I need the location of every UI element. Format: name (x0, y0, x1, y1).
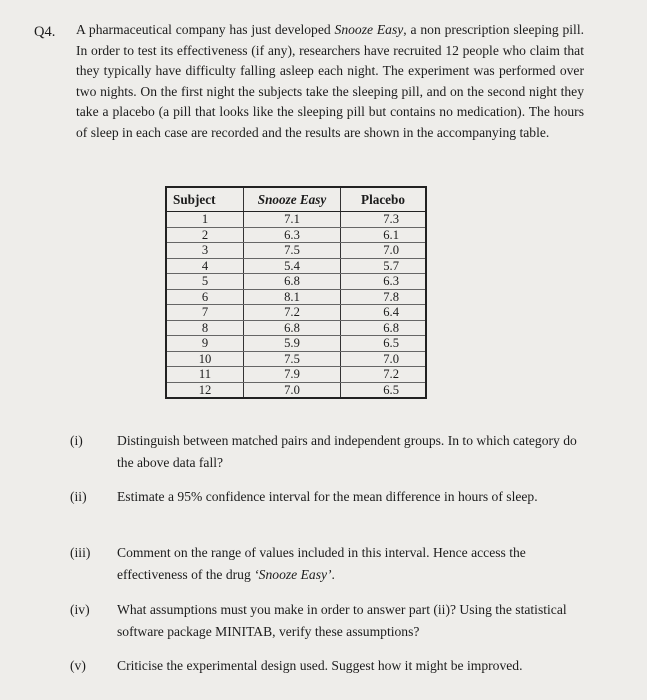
question-intro (76, 20, 584, 143)
part-number: (iii) (70, 545, 91, 560)
cell-subject: 4 (166, 258, 244, 274)
cell-placebo: 7.0 (341, 351, 427, 367)
table-row (166, 367, 426, 383)
cell-subject: 7 (166, 305, 244, 321)
cell-snooze-easy: 7.5 (244, 351, 341, 367)
part-text: Distinguish between matched pairs and independent groups. In to which category do the above data fall? (117, 433, 577, 470)
part-number: (ii) (70, 489, 87, 504)
table-header-row (166, 187, 426, 212)
drug-name-quoted: ‘Snooze Easy’ (254, 567, 332, 582)
cell-snooze-easy: 5.4 (244, 258, 341, 274)
part-number: (i) (70, 433, 83, 448)
sleep-data-table-wrapper (165, 186, 427, 399)
part-text (117, 542, 595, 586)
cell-subject: 11 (166, 367, 244, 383)
cell-placebo: 6.5 (341, 336, 427, 352)
cell-subject: 12 (166, 382, 244, 398)
cell-snooze-easy: 7.2 (244, 305, 341, 321)
table-row (166, 243, 426, 259)
table-row (166, 258, 426, 274)
table-body (166, 212, 426, 399)
intro-text-rest: , a non prescription sleeping pill. In order to test its effectiveness (if any), researchers have recruited 12 people who claim that they typically have difficulty falling asleep each night. The experiment was performed over two nights. On the first night the subjects take the sleeping pill, and on the second night they take a placebo (a pill that looks like the sleeping pill but contains no medication). The hours of sleep in each case are recorded and the results are shown in the accompanying table. (76, 22, 584, 140)
cell-snooze-easy: 7.0 (244, 382, 341, 398)
part-text-a: Comment on the range of values included in this interval. Hence access the effectiveness of the drug (117, 545, 526, 582)
cell-placebo: 5.7 (341, 258, 427, 274)
cell-snooze-easy: 7.1 (244, 212, 341, 228)
table-row (166, 212, 426, 228)
intro-text-start: A pharmaceutical company has just developed (76, 22, 335, 37)
table-row (166, 305, 426, 321)
table-row (166, 351, 426, 367)
table-row (166, 289, 426, 305)
drug-name: Snooze Easy (334, 22, 404, 37)
cell-subject: 8 (166, 320, 244, 336)
part-number: (v) (70, 658, 86, 673)
cell-snooze-easy: 5.9 (244, 336, 341, 352)
cell-snooze-easy: 6.3 (244, 227, 341, 243)
part-text-c: . (331, 567, 335, 582)
cell-subject: 2 (166, 227, 244, 243)
part-text: Criticise the experimental design used. Suggest how it might be improved. (117, 658, 523, 673)
header-snooze-easy: Snooze Easy (244, 187, 341, 212)
table-row (166, 227, 426, 243)
cell-placebo: 6.3 (341, 274, 427, 290)
cell-snooze-easy: 7.9 (244, 367, 341, 383)
part-text: What assumptions must you make in order to answer part (ii)? Using the statistical software package MINITAB, verify these assumptions? (117, 602, 567, 639)
header-placebo: Placebo (341, 187, 427, 212)
cell-placebo: 6.1 (341, 227, 427, 243)
cell-placebo: 7.8 (341, 289, 427, 305)
table-row (166, 320, 426, 336)
cell-placebo: 6.8 (341, 320, 427, 336)
cell-subject: 5 (166, 274, 244, 290)
sleep-data-table (165, 186, 427, 399)
cell-snooze-easy: 8.1 (244, 289, 341, 305)
table-row (166, 274, 426, 290)
question-number: Q4. (34, 24, 56, 40)
cell-subject: 9 (166, 336, 244, 352)
cell-snooze-easy: 6.8 (244, 274, 341, 290)
cell-subject: 10 (166, 351, 244, 367)
part-text: Estimate a 95% confidence interval for the mean difference in hours of sleep. (117, 489, 538, 504)
part-number: (iv) (70, 602, 90, 617)
cell-placebo: 7.2 (341, 367, 427, 383)
cell-snooze-easy: 7.5 (244, 243, 341, 259)
cell-subject: 3 (166, 243, 244, 259)
cell-snooze-easy: 6.8 (244, 320, 341, 336)
cell-placebo: 6.4 (341, 305, 427, 321)
cell-subject: 6 (166, 289, 244, 305)
cell-subject: 1 (166, 212, 244, 228)
table-row (166, 336, 426, 352)
table-row (166, 382, 426, 398)
cell-placebo: 6.5 (341, 382, 427, 398)
cell-placebo: 7.3 (341, 212, 427, 228)
cell-placebo: 7.0 (341, 243, 427, 259)
header-subject: Subject (166, 187, 244, 212)
